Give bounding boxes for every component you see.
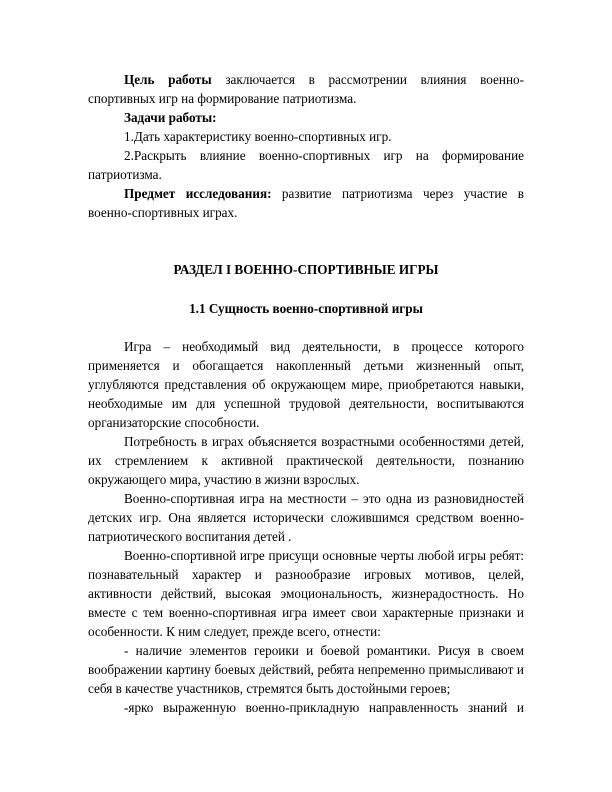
subject-text: развитие патриотизма через участие в военно-спортивных играх. xyxy=(88,186,524,220)
body-paragraph-3: Военно-спортивная игра на местности – это одна из разновидностей детских игр. Она является исторически сложившимся средством военно-патриотического воспитания детей . xyxy=(88,491,524,544)
task-item-2: 2.Раскрыть влияние военно-спортивных игр на формирование патриотизма. xyxy=(88,148,524,182)
section-title: РАЗДЕЛ I ВОЕННО-СПОРТИВНЫЕ ИГРЫ xyxy=(173,262,439,277)
goal-paragraph xyxy=(88,70,524,108)
task-item-1: 1.Дать характеристику военно-спортивных игр. xyxy=(124,129,392,144)
body-paragraph-5: - наличие элементов героики и боевой романтики. Рисуя в своем воображении картину боевых действий, ребята непременно примысливают и себя в качестве участников, стремятся быть достойными героев; xyxy=(88,643,524,696)
subject-lead: Предмет исследования: xyxy=(124,186,272,201)
body-paragraph-6: -ярко выраженную военно-прикладную направленность знаний и xyxy=(124,700,524,715)
subject-paragraph xyxy=(88,184,524,222)
subsection-title: 1.1 Сущность военно-спортивной игры xyxy=(189,301,423,316)
body-paragraph-4: Военно-спортивной игре присущи основные черты любой игры ребят: познавательный характер и разнообразие игровых мотивов, целей, активности действий, высокая эмоциональность, жизнерадостность. Но вместе с тем военно-спортивная игра имеет свои характерные признаки и особенности. К ним следует, прежде всего, отнести: xyxy=(88,548,524,639)
body-paragraph-1: Игра – необходимый вид деятельности, в процессе которого применяется и обогащается накопленный детьми жизненный опыт, углубляются представления об окружающем мире, приобретаются навыки, необходимые им для успешной трудовой деятельности, воспитываются организаторские способности. xyxy=(88,339,524,430)
goal-lead: Цель работы xyxy=(124,72,212,87)
goal-text: заключается в рассмотрении влияния военно-спортивных игр на формирование патриотизма. xyxy=(88,72,524,106)
body-paragraph-2: Потребность в играх объясняется возрастными особенностями детей, их стремлением к активной практической деятельности, познанию окружающего мира, участию в жизни взрослых. xyxy=(88,434,524,487)
tasks-heading: Задачи работы: xyxy=(124,110,217,125)
document-page xyxy=(88,70,524,717)
